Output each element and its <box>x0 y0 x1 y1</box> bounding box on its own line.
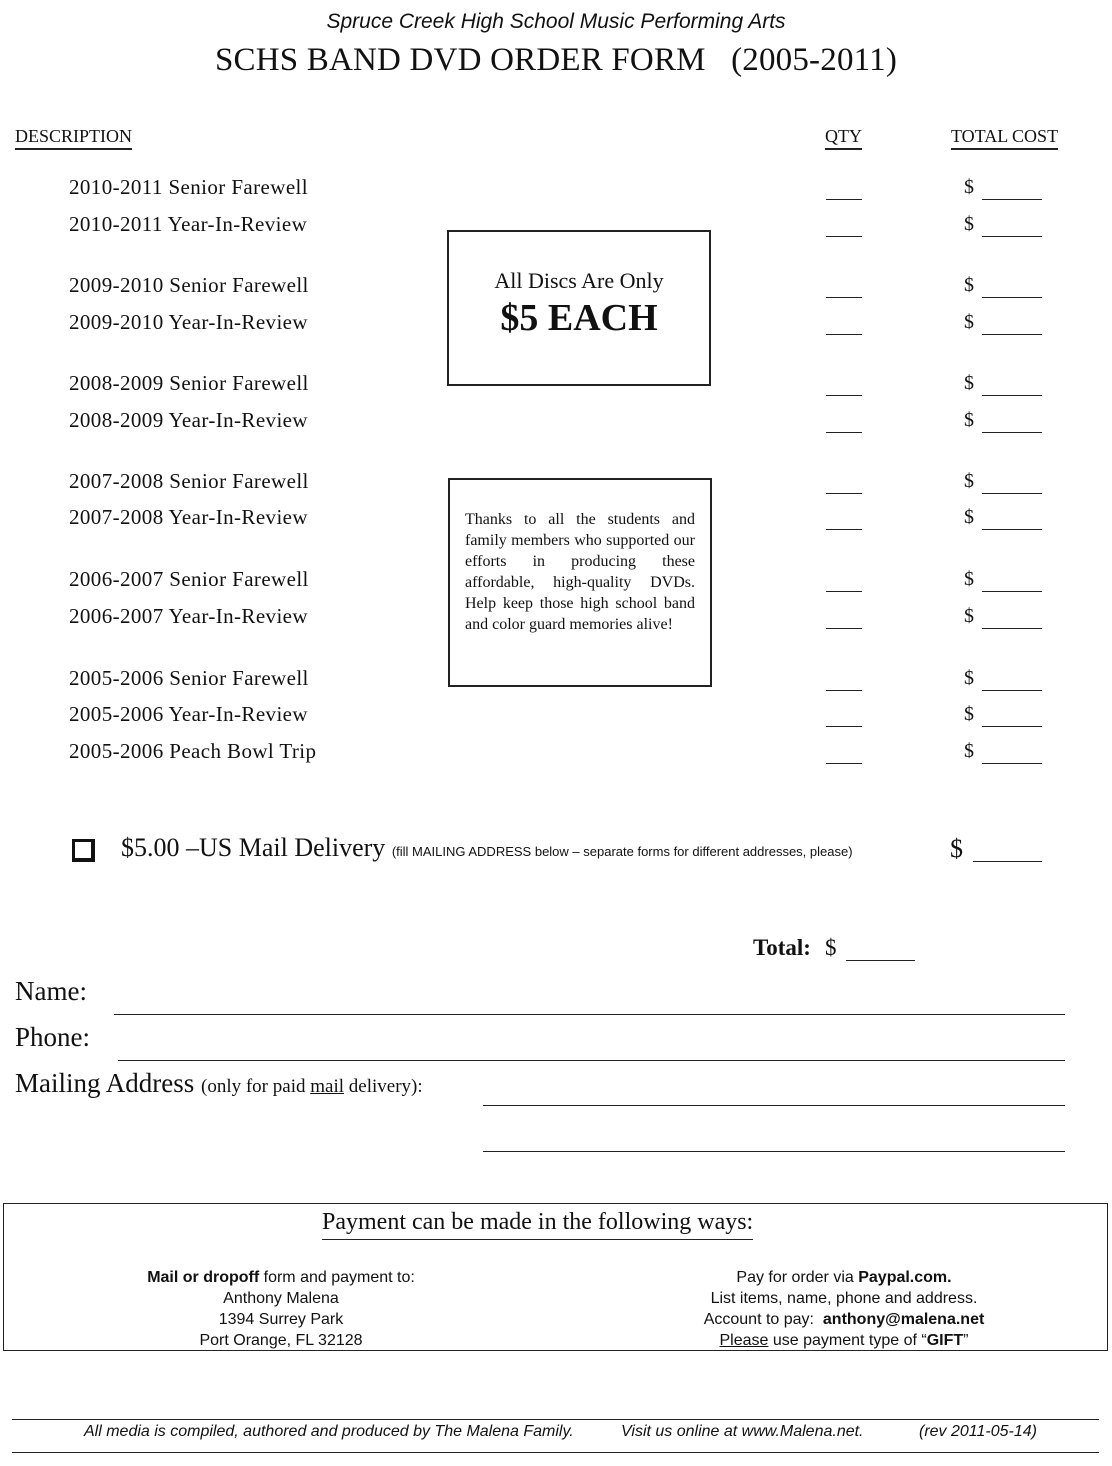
item-label: 2007-2008 Senior Farewell <box>69 469 309 493</box>
paypal-account-email: anthony@malena.net <box>822 1311 985 1328</box>
cost-input[interactable] <box>982 529 1042 530</box>
mail-instruction-bold: Mail or dropoff <box>147 1269 260 1286</box>
dollar-sign: $ <box>964 213 974 235</box>
item-label: 2006-2007 Year-In-Review <box>69 604 308 628</box>
column-header-qty: QTY <box>825 126 862 150</box>
qty-input[interactable] <box>826 690 862 691</box>
item-label: 2009-2010 Year-In-Review <box>69 310 308 334</box>
hint-text: delivery): <box>344 1076 423 1097</box>
dollar-sign: $ <box>964 605 974 627</box>
item-label: 2010-2011 Senior Farewell <box>69 175 309 199</box>
dollar-sign: $ <box>964 703 974 725</box>
mail-delivery-option <box>121 833 853 863</box>
mail-delivery-note: (fill MAILING ADDRESS below – separate forms for different addresses, please) <box>391 844 853 859</box>
paypal-site: Paypal.com. <box>858 1269 952 1286</box>
cost-input[interactable] <box>982 395 1042 396</box>
paypal-please: Please <box>719 1332 769 1349</box>
recipient-city: Port Orange, FL 32128 <box>199 1332 363 1349</box>
mail-delivery-checkbox[interactable] <box>72 839 95 862</box>
paypal-text: Pay for order via <box>736 1269 859 1286</box>
qty-input[interactable] <box>826 493 862 494</box>
paypal-type-end: ” <box>963 1332 969 1349</box>
cost-input[interactable] <box>982 763 1042 764</box>
paypal-type-gift: GIFT <box>926 1332 964 1349</box>
item-label: 2006-2007 Senior Farewell <box>69 567 309 591</box>
dollar-sign: $ <box>964 667 974 689</box>
cost-input[interactable] <box>982 236 1042 237</box>
qty-input[interactable] <box>826 199 862 200</box>
item-label: 2005-2006 Senior Farewell <box>69 666 309 690</box>
mailing-address-field-1[interactable] <box>483 1105 1065 1106</box>
thanks-box <box>448 478 712 687</box>
mailing-address-hint <box>201 1076 423 1097</box>
item-label: 2009-2010 Senior Farewell <box>69 273 309 297</box>
item-label: 2007-2008 Year-In-Review <box>69 505 308 529</box>
payment-title: Payment can be made in the following ways: <box>322 1209 753 1240</box>
mail-instruction-text: form and payment to: <box>259 1269 415 1286</box>
price-note: All Discs Are Only <box>494 268 664 293</box>
payment-box <box>3 1203 1108 1351</box>
cost-input[interactable] <box>982 726 1042 727</box>
recipient-street: 1394 Surrey Park <box>218 1311 344 1328</box>
phone-field[interactable] <box>118 1060 1065 1061</box>
dollar-sign: $ <box>964 274 974 296</box>
column-header-total-cost: TOTAL COST <box>951 126 1058 150</box>
dollar-sign: $ <box>950 834 963 863</box>
price-amount: $5 EACH <box>500 297 658 339</box>
cost-input[interactable] <box>982 432 1042 433</box>
dollar-sign: $ <box>964 470 974 492</box>
total-label: Total: <box>753 935 811 960</box>
cost-input[interactable] <box>982 690 1042 691</box>
price-box <box>447 230 711 386</box>
footer-divider-top <box>12 1419 1099 1420</box>
qty-input[interactable] <box>826 297 862 298</box>
mailing-address-field-2[interactable] <box>483 1151 1065 1152</box>
school-subtitle: Spruce Creek High School Music Performing Arts <box>326 10 786 33</box>
item-label: 2010-2011 Year-In-Review <box>69 212 308 236</box>
qty-input[interactable] <box>826 236 862 237</box>
item-label: 2008-2009 Year-In-Review <box>69 408 308 432</box>
paypal-account-label: Account to pay: <box>703 1311 823 1328</box>
phone-label: Phone: <box>15 1022 91 1052</box>
cost-input[interactable] <box>982 591 1042 592</box>
dollar-sign: $ <box>964 372 974 394</box>
hint-text: (only for paid <box>201 1076 311 1097</box>
paypal-payment-type <box>669 1330 1019 1351</box>
cost-input[interactable] <box>982 297 1042 298</box>
mail-delivery-label: $5.00 –US Mail Delivery <box>121 833 386 862</box>
cost-input[interactable] <box>982 199 1042 200</box>
item-label: 2005-2006 Peach Bowl Trip <box>69 739 317 763</box>
dollar-sign: $ <box>964 506 974 528</box>
dollar-sign: $ <box>964 176 974 198</box>
footer-revision: (rev 2011-05-14) <box>919 1423 1037 1440</box>
qty-input[interactable] <box>826 395 862 396</box>
payment-mail-info <box>106 1267 456 1351</box>
qty-input[interactable] <box>826 529 862 530</box>
mail-delivery-cost-input[interactable] <box>973 861 1042 862</box>
paypal-type-text: use payment type of “ <box>768 1332 927 1349</box>
footer-credit: All media is compiled, authored and produced by The Malena Family. <box>84 1423 574 1440</box>
mailing-address-label-row <box>15 1068 423 1099</box>
footer-website: Visit us online at www.Malena.net. <box>621 1423 864 1440</box>
dollar-sign: $ <box>964 568 974 590</box>
paypal-instruction <box>669 1267 1019 1288</box>
qty-input[interactable] <box>826 591 862 592</box>
mail-instruction <box>106 1267 456 1288</box>
name-field[interactable] <box>114 1014 1065 1015</box>
qty-input[interactable] <box>826 726 862 727</box>
column-header-description: DESCRIPTION <box>15 126 132 150</box>
cost-input[interactable] <box>982 493 1042 494</box>
dollar-sign: $ <box>825 935 837 960</box>
cost-input[interactable] <box>982 628 1042 629</box>
qty-input[interactable] <box>826 334 862 335</box>
paypal-list-note: List items, name, phone and address. <box>710 1290 978 1307</box>
recipient-name: Anthony Malena <box>223 1290 339 1307</box>
mailing-address-label: Mailing Address <box>15 1068 195 1098</box>
qty-input[interactable] <box>826 763 862 764</box>
paypal-account <box>669 1309 1019 1330</box>
item-label: 2008-2009 Senior Farewell <box>69 371 309 395</box>
dollar-sign: $ <box>964 740 974 762</box>
dollar-sign: $ <box>964 409 974 431</box>
qty-input[interactable] <box>826 432 862 433</box>
cost-input[interactable] <box>982 334 1042 335</box>
dollar-sign: $ <box>964 311 974 333</box>
page-title: SCHS BAND DVD ORDER FORM (2005-2011) <box>214 42 898 78</box>
qty-input[interactable] <box>826 628 862 629</box>
name-label: Name: <box>15 976 87 1006</box>
hint-underlined: mail <box>310 1076 345 1097</box>
thanks-message: Thanks to all the students and family members who supported our efforts in producing these affordable, high-quality DVDs. Help keep those high school band and color guard memories alive! <box>465 511 695 633</box>
footer-divider-bottom <box>12 1452 1099 1453</box>
item-label: 2005-2006 Year-In-Review <box>69 702 308 726</box>
payment-paypal-info <box>669 1267 1019 1351</box>
total-input[interactable] <box>846 960 915 961</box>
